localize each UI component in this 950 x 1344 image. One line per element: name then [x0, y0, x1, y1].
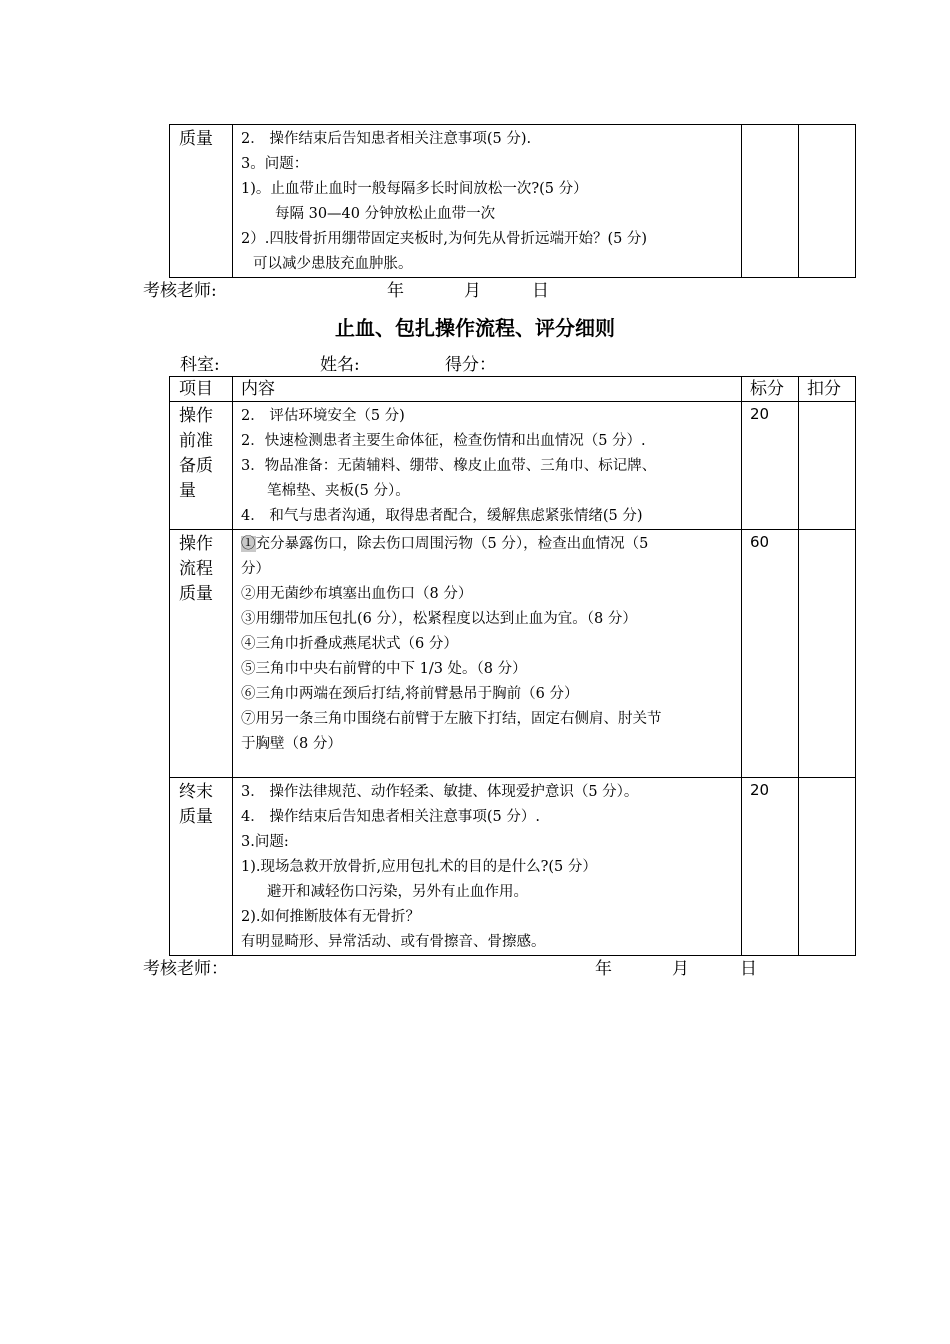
category-line: 质量 [179, 807, 213, 827]
content-line: 2）.四肢骨折用绷带固定夹板时,为何先从骨折远端开始？(5 分) [241, 231, 648, 247]
category-cell [170, 530, 233, 778]
content-line: 2).如何推断肢体有无骨折？ [241, 909, 420, 925]
category-line: 备质 [179, 456, 213, 476]
category-line: 质量 [179, 584, 213, 604]
content-line: 3。问题： [241, 156, 309, 172]
year-label: 年 [595, 959, 612, 979]
category-line: 流程 [179, 559, 213, 579]
content-line: ②用无菌纱布填塞出血伤口（8 分） [241, 586, 473, 602]
category-cell [170, 778, 233, 956]
examiner-label: 考核老师： [143, 959, 228, 979]
deduct-cell [799, 402, 856, 530]
points-cell: 60 [742, 530, 799, 778]
top-score-table [169, 124, 856, 278]
content-cell [233, 778, 742, 956]
table-row [170, 530, 856, 778]
score-label: 得分： [445, 355, 496, 375]
dept-label: 科室: [180, 355, 220, 375]
content-line: 分） [241, 561, 270, 577]
points-cell: 20 [742, 778, 799, 956]
content-line: 3． 操作法律规范、动作轻柔、敏捷、体现爱护意识（5 分）。 [241, 784, 639, 800]
table-row [170, 778, 856, 956]
content-line: 2． 操作结束后告知患者相关注意事项(5 分). [241, 131, 532, 147]
content-line: 笔棉垫、夹板(5 分）。 [267, 483, 410, 499]
category-cell [170, 402, 233, 530]
points-cell: 20 [742, 402, 799, 530]
content-cell [233, 402, 742, 530]
content-line: ⑤三角巾中央右前臂的中下 1/3 处。（8 分） [241, 661, 527, 677]
month-label: 月 [672, 959, 689, 979]
content-line: 每隔 30—40 分钟放松止血带一次 [275, 206, 496, 222]
content-line: 4． 和气与患者沟通，取得患者配合，缓解焦虑紧张情绪(5 分) [241, 508, 643, 524]
content-line: 4． 操作结束后告知患者相关注意事项(5 分）. [241, 809, 540, 825]
header-content: 内容 [233, 377, 742, 402]
category-line: 操作 [179, 534, 213, 554]
month-label: 月 [464, 281, 481, 301]
content-text: 充分暴露伤口，除去伤口周围污物（5 分），检查出血情况（5 [255, 536, 649, 552]
content-cell [233, 530, 742, 778]
content-line: ④三角巾折叠成燕尾状式（6 分） [241, 636, 458, 652]
deduct-cell [799, 530, 856, 778]
points-cell [742, 125, 799, 278]
highlighted-marker: ① [241, 536, 256, 552]
table-row [170, 402, 856, 530]
content-line: 有明显畸形、异常活动、或有骨擦音、骨擦感。 [241, 934, 546, 950]
content-line: 于胸壁（8 分） [241, 736, 342, 752]
page-title: 止血、包扎操作流程、评分细则 [335, 316, 615, 340]
category-line: 量 [179, 481, 196, 501]
content-line: 2．快速检测患者主要生命体征，检查伤情和出血情况（5 分）. [241, 433, 646, 449]
table-header-row [170, 377, 856, 402]
content-line: 2． 评估环境安全（5 分) [241, 408, 405, 424]
content-line [241, 532, 737, 557]
content-line: 3.问题: [241, 834, 289, 850]
scoring-table [169, 376, 856, 956]
content-line: 1)。止血带止血时一般每隔多长时间放松一次?(5 分） [241, 181, 588, 197]
deduct-cell [799, 125, 856, 278]
content-line: 可以减少患肢充血肿胀。 [253, 256, 413, 272]
category-line: 前准 [179, 431, 213, 451]
category-line: 操作 [179, 406, 213, 426]
name-label: 姓名: [320, 355, 360, 375]
header-item: 项目 [170, 377, 233, 402]
content-line: 1).现场急救开放骨折,应用包扎术的目的是什么?(5 分） [241, 859, 597, 875]
day-label: 日 [532, 281, 549, 301]
content-line: 3．物品准备：无菌辅料、绷带、橡皮止血带、三角巾、标记牌、 [241, 458, 657, 474]
examiner-label: 考核老师: [143, 281, 217, 301]
header-deduct: 扣分 [799, 377, 856, 402]
category-line: 终末 [179, 782, 213, 802]
top-content [233, 125, 742, 278]
content-line: ⑦用另一条三角巾围绕右前臂于左腋下打结，固定右侧肩、肘关节 [241, 711, 662, 727]
top-category: 质量 [170, 125, 233, 278]
content-line: ⑥三角巾两端在颈后打结,将前臂悬吊于胸前（6 分） [241, 686, 579, 702]
header-points: 标分 [742, 377, 799, 402]
day-label: 日 [740, 959, 757, 979]
year-label: 年 [387, 281, 404, 301]
deduct-cell [799, 778, 856, 956]
content-line: ③用绷带加压包扎(6 分），松紧程度以达到止血为宜。（8 分） [241, 611, 637, 627]
content-line: 避开和减轻伤口污染，另外有止血作用。 [267, 884, 528, 900]
